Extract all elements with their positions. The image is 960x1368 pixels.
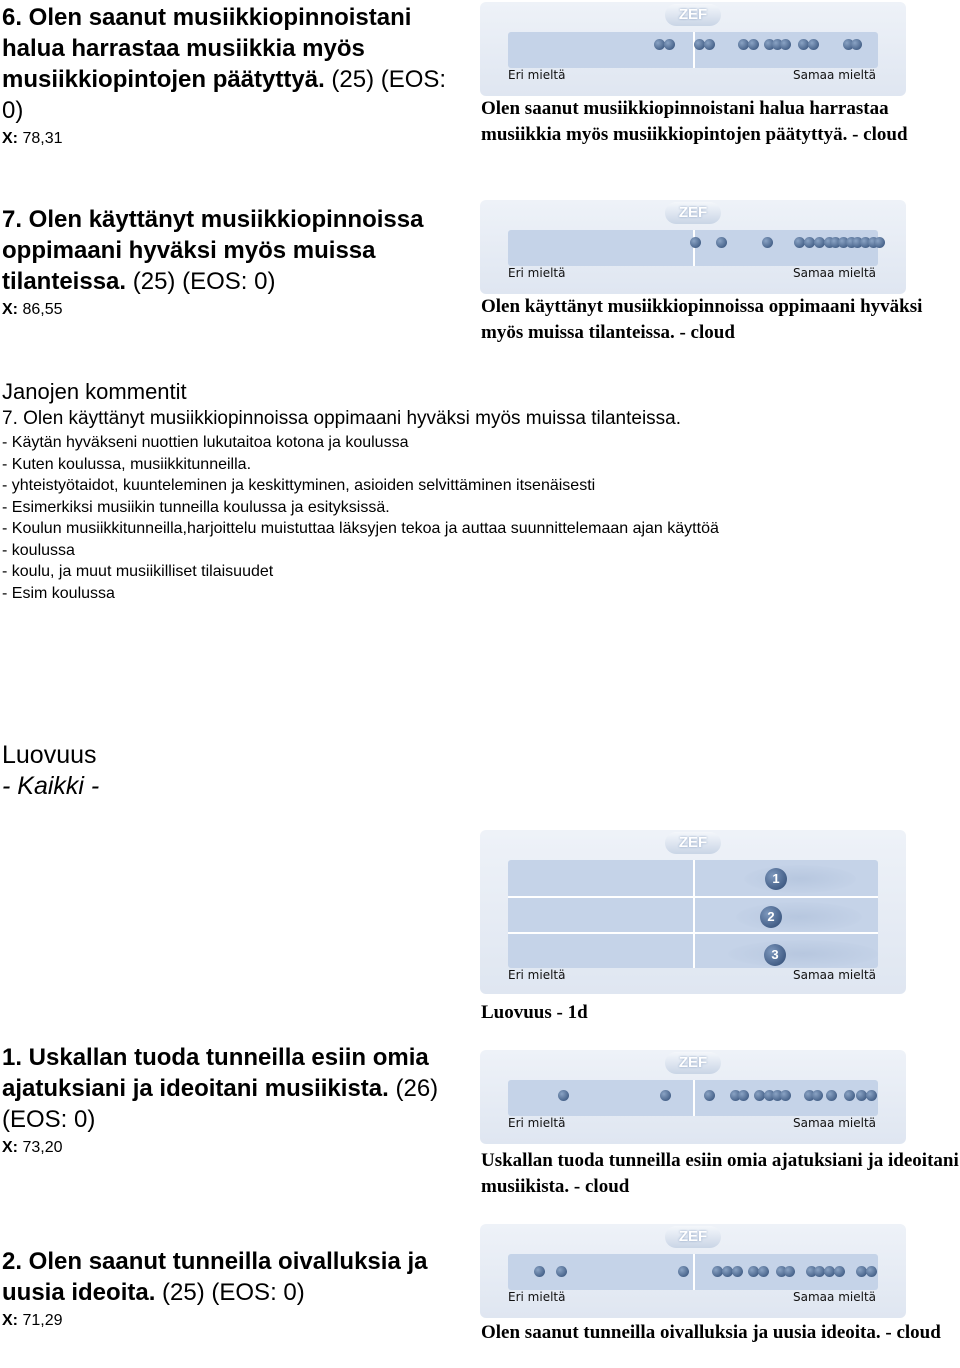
comments-heading: Janojen kommentit bbox=[2, 379, 187, 404]
mean-value: 78,31 bbox=[18, 130, 63, 147]
zef-bar bbox=[508, 860, 878, 968]
zef-chart-q7 bbox=[480, 200, 906, 294]
response-dot bbox=[690, 237, 701, 248]
summary-oval bbox=[728, 940, 878, 968]
caption-text: Olen käyttänyt musiikkiopinnoissa oppimaani hyväksi myös muissa tilanteissa. - cloud bbox=[481, 296, 923, 343]
cloud-caption-l1 bbox=[481, 1148, 959, 1200]
comment-item: - Esimerkiksi musiikin tunneilla koulussa ja esityksissä. bbox=[2, 498, 390, 516]
question-l2-title: 2. Olen saanut tunneilla oivalluksia ja uusia ideoita. bbox=[2, 1248, 428, 1306]
question-l1 bbox=[2, 1042, 480, 1159]
cloud-caption-q7 bbox=[481, 294, 959, 346]
comments-section bbox=[2, 378, 952, 604]
comment-item: - koulu, ja muut musiikilliset tilaisuudet bbox=[2, 563, 274, 580]
question-l2 bbox=[2, 1246, 472, 1332]
response-dot bbox=[556, 1266, 567, 1277]
response-dot bbox=[844, 1090, 855, 1101]
scale-left-label: Eri mieltä bbox=[508, 68, 566, 82]
section-title: Luovuus bbox=[2, 741, 97, 769]
zef-logo: ZEF bbox=[665, 202, 721, 224]
response-dot bbox=[558, 1090, 569, 1101]
marker-3: 3 bbox=[764, 944, 786, 966]
mean-label: X: bbox=[2, 130, 18, 147]
response-dot bbox=[678, 1266, 689, 1277]
response-dot bbox=[748, 39, 759, 50]
summary-caption bbox=[481, 1000, 959, 1026]
scale-right-label: Samaa mieltä bbox=[793, 1290, 876, 1304]
scale-left-label: Eri mieltä bbox=[508, 968, 566, 982]
marker-1: 1 bbox=[765, 868, 787, 890]
question-l1-counts: (26) (EOS: 0) bbox=[2, 1075, 439, 1133]
response-dot bbox=[834, 1266, 845, 1277]
zef-bar bbox=[508, 32, 878, 68]
question-l1-mean bbox=[2, 1137, 480, 1159]
response-dot bbox=[762, 237, 773, 248]
scale-right-label: Samaa mieltä bbox=[793, 968, 876, 982]
response-dot bbox=[704, 39, 715, 50]
bar-midline bbox=[693, 32, 695, 68]
scale-left-label: Eri mieltä bbox=[508, 1290, 566, 1304]
response-dot bbox=[851, 39, 862, 50]
zef-logo: ZEF bbox=[665, 4, 721, 26]
question-l2-mean bbox=[2, 1310, 472, 1332]
caption-text: Luovuus - 1d bbox=[481, 1002, 588, 1023]
caption-text: Uskallan tuoda tunneilla esiin omia ajatuksiani ja ideoitani musiikista. - cloud bbox=[481, 1150, 959, 1197]
zef-chart-l1 bbox=[480, 1050, 906, 1144]
zef-chart-l2 bbox=[480, 1224, 906, 1318]
zef-logo: ZEF bbox=[665, 1052, 721, 1074]
bar-midline bbox=[693, 860, 695, 968]
question-7-mean bbox=[2, 299, 472, 321]
response-dot bbox=[866, 1266, 877, 1277]
response-dot bbox=[738, 1090, 749, 1101]
scale-right-label: Samaa mieltä bbox=[793, 266, 876, 280]
response-dot bbox=[826, 1090, 837, 1101]
comment-item: - yhteistyötaidot, kuunteleminen ja keskittyminen, asioiden selvittäminen itsenäisesti bbox=[2, 477, 596, 494]
response-dot bbox=[808, 39, 819, 50]
scale-left-label: Eri mieltä bbox=[508, 266, 566, 280]
mean-value: 73,20 bbox=[18, 1139, 63, 1156]
response-dot bbox=[716, 237, 727, 248]
caption-text: Olen saanut tunneilla oivalluksia ja uusia ideoita. - cloud bbox=[481, 1322, 941, 1343]
section-heading bbox=[2, 740, 99, 802]
response-dot bbox=[812, 1090, 823, 1101]
zef-logo: ZEF bbox=[665, 832, 721, 854]
comment-item: - Kuten koulussa, musiikkitunneilla. bbox=[2, 455, 252, 473]
comments-question: 7. Olen käyttänyt musiikkiopinnoissa oppimaani hyväksi myös muissa tilanteissa. bbox=[2, 408, 682, 429]
row-divider bbox=[508, 896, 878, 898]
cloud-caption-q6 bbox=[481, 96, 959, 148]
section-subtitle bbox=[2, 771, 99, 802]
zef-logo: ZEF bbox=[665, 1226, 721, 1248]
question-6-counts: (25) (EOS: 0) bbox=[2, 66, 447, 124]
mean-label: X: bbox=[2, 1312, 18, 1329]
response-dot bbox=[704, 1090, 715, 1101]
question-6 bbox=[2, 2, 472, 150]
zef-chart-q6 bbox=[480, 2, 906, 96]
scale-right-label: Samaa mieltä bbox=[793, 68, 876, 82]
question-7-counts: (25) (EOS: 0) bbox=[126, 268, 276, 295]
response-dot bbox=[784, 1266, 795, 1277]
question-l1-title: 1. Uskallan tuoda tunneilla esiin omia ajatuksiani ja ideoitani musiikista. bbox=[2, 1044, 429, 1102]
response-dot bbox=[732, 1266, 743, 1277]
response-dot bbox=[874, 237, 885, 248]
comment-item: - Käytän hyväkseni nuottien lukutaitoa kotona ja koulussa bbox=[2, 434, 409, 451]
response-dot bbox=[534, 1266, 545, 1277]
question-7-title: 7. Olen käyttänyt musiikkiopinnoissa oppimaani hyväksi myös muissa tilanteissa. bbox=[2, 206, 424, 295]
zef-bar bbox=[508, 1080, 878, 1116]
scale-left-label: Eri mieltä bbox=[508, 1116, 566, 1130]
cloud-caption-l2 bbox=[481, 1320, 959, 1346]
bar-midline bbox=[693, 1080, 695, 1116]
marker-2: 2 bbox=[760, 906, 782, 928]
summary-oval bbox=[736, 902, 862, 932]
bar-midline bbox=[693, 1254, 695, 1290]
summary-oval bbox=[744, 865, 856, 893]
zef-bar bbox=[508, 1254, 878, 1290]
comment-item: - Esim koulussa bbox=[2, 584, 115, 602]
question-6-mean bbox=[2, 128, 472, 150]
response-dot bbox=[780, 39, 791, 50]
mean-value: 71,29 bbox=[18, 1312, 63, 1329]
question-7 bbox=[2, 204, 472, 321]
row-divider bbox=[508, 932, 878, 934]
question-6-title: 6. Olen saanut musiikkiopinnoistani halua harrastaa musiikkia myös musiikkiopintojen päätyttyä. bbox=[2, 4, 412, 93]
caption-text: Olen saanut musiikkiopinnoistani halua harrastaa musiikkia myös musiikkiopintojen päätyttyä. - cloud bbox=[481, 98, 908, 145]
section-subtitle-text: - Kaikki - bbox=[2, 772, 100, 800]
response-dot bbox=[660, 1090, 671, 1101]
question-l2-counts: (25) (EOS: 0) bbox=[155, 1279, 305, 1306]
mean-value: 86,55 bbox=[18, 301, 63, 318]
mean-label: X: bbox=[2, 1139, 18, 1156]
zef-bar bbox=[508, 230, 878, 266]
response-dot bbox=[866, 1090, 877, 1101]
zef-summary-chart bbox=[480, 830, 906, 994]
response-dot bbox=[780, 1090, 791, 1101]
comment-item: - Koulun musiikkitunneilla,harjoittelu muistuttaa läksyjen tekoa ja auttaa suunnittelemaan ajan käyttöä bbox=[2, 520, 719, 537]
mean-label: X: bbox=[2, 301, 18, 318]
response-dot bbox=[664, 39, 675, 50]
comment-item: - koulussa bbox=[2, 541, 75, 559]
scale-right-label: Samaa mieltä bbox=[793, 1116, 876, 1130]
response-dot bbox=[758, 1266, 769, 1277]
bar-midline bbox=[693, 230, 695, 266]
